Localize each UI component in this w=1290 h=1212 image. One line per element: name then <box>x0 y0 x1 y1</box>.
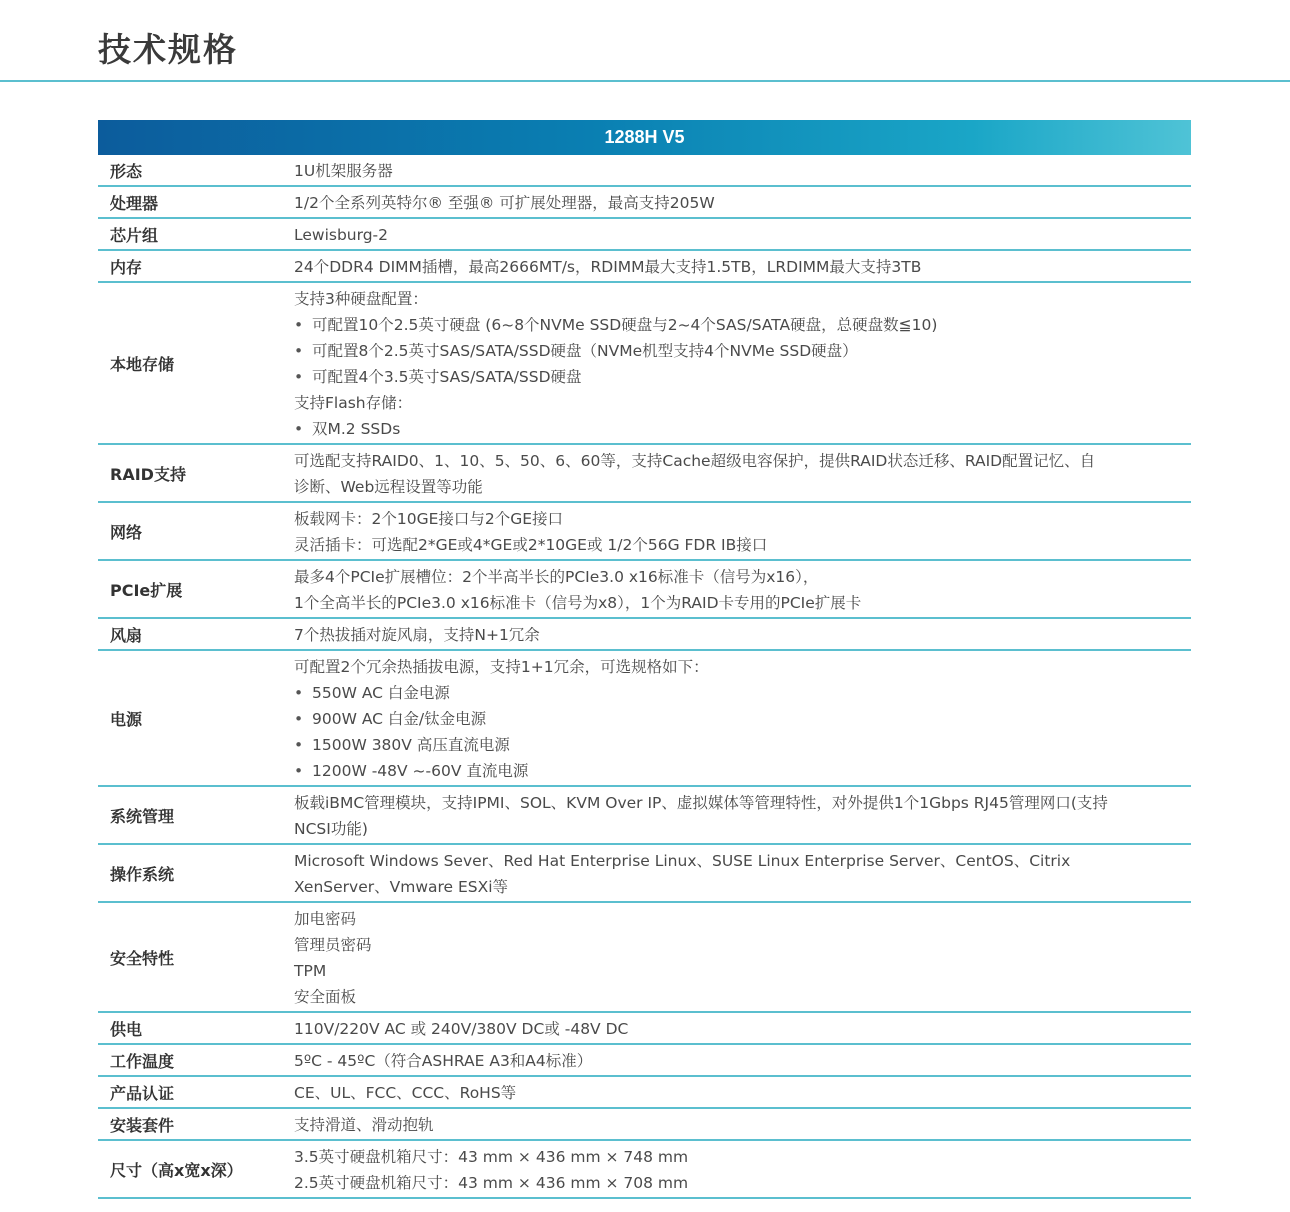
spec-label: 安装套件 <box>110 1115 175 1135</box>
spec-text-line: 1/2个全系列英特尔® 至强® 可扩展处理器，最高支持205W <box>294 194 715 212</box>
spec-row <box>98 1109 1191 1141</box>
spec-text-line: 2.5英寸硬盘机箱尺寸：43 mm × 436 mm × 708 mm <box>294 1174 689 1192</box>
spec-row <box>98 283 1191 445</box>
spec-text-line: 安全面板 <box>294 988 357 1006</box>
spec-label: 内存 <box>110 257 143 277</box>
spec-text-line: 支持Flash存储： <box>294 394 413 412</box>
spec-row <box>98 845 1191 903</box>
spec-value <box>294 845 1191 901</box>
spec-label: 尺寸（高x宽x深） <box>110 1160 243 1180</box>
spec-text-line: Microsoft Windows Sever、Red Hat Enterprise Linux、SUSE Linux Enterprise Server、CentOS、Citrix <box>294 852 1071 870</box>
spec-text-line: 诊断、Web远程设置等功能 <box>294 478 483 496</box>
spec-text-line: CE、UL、FCC、CCC、RoHS等 <box>294 1084 517 1102</box>
spec-row <box>98 1045 1191 1077</box>
spec-bullet-item: • 可配置10个2.5英寸硬盘 (6~8个NVMe SSD硬盘与2~4个SAS/SATA硬盘，总硬盘数≦10) <box>294 312 1183 338</box>
spec-table <box>98 120 1191 1199</box>
spec-value <box>294 187 1191 217</box>
spec-row <box>98 561 1191 619</box>
spec-row <box>98 219 1191 251</box>
spec-value <box>294 651 1191 785</box>
spec-row <box>98 155 1191 187</box>
spec-text-line: TPM <box>294 962 327 980</box>
spec-row <box>98 619 1191 651</box>
spec-bullet-item: • 可配置4个3.5英寸SAS/SATA/SSD硬盘 <box>294 364 1183 390</box>
spec-label: 安全特性 <box>110 948 175 968</box>
spec-label: 本地存储 <box>110 354 175 374</box>
spec-row <box>98 445 1191 503</box>
spec-value <box>294 1109 1191 1139</box>
spec-text-line: 支持滑道、滑动抱轨 <box>294 1116 434 1134</box>
page-header <box>0 0 1290 82</box>
spec-text-line: 24个DDR4 DIMM插槽，最高2666MT/s，RDIMM最大支持1.5TB，LRDIMM最大支持3TB <box>294 258 922 276</box>
spec-text-line: 5ºC - 45ºC（符合ASHRAE A3和A4标准） <box>294 1052 593 1070</box>
spec-label: 风扇 <box>110 625 143 645</box>
spec-label: 网络 <box>110 522 143 542</box>
spec-text-line: 3.5英寸硬盘机箱尺寸：43 mm × 436 mm × 748 mm <box>294 1148 689 1166</box>
spec-text-line: 加电密码 <box>294 910 357 928</box>
spec-label: RAID支持 <box>110 464 186 484</box>
spec-value <box>294 561 1191 617</box>
spec-label: 系统管理 <box>110 806 175 826</box>
spec-label: 芯片组 <box>110 225 159 245</box>
spec-row <box>98 187 1191 219</box>
spec-text-line: XenServer、Vmware ESXi等 <box>294 878 509 896</box>
spec-text-line: 7个热拔插对旋风扇，支持N+1冗余 <box>294 626 540 644</box>
spec-value <box>294 787 1191 843</box>
spec-label: 产品认证 <box>110 1083 175 1103</box>
spec-label: 处理器 <box>110 193 159 213</box>
spec-row <box>98 251 1191 283</box>
spec-text-line: 支持3种硬盘配置： <box>294 290 428 308</box>
spec-text-line: 可配置2个冗余热插拔电源，支持1+1冗余，可选规格如下： <box>294 658 709 676</box>
spec-value <box>294 903 1191 1011</box>
spec-row <box>98 1013 1191 1045</box>
spec-bullet-item: • 900W AC 白金/钛金电源 <box>294 706 1183 732</box>
spec-row <box>98 787 1191 845</box>
table-header: 1288H V5 <box>98 120 1191 155</box>
spec-text-line: NCSI功能) <box>294 820 368 838</box>
spec-row <box>98 1077 1191 1109</box>
spec-value <box>294 445 1191 501</box>
spec-text-line: 1个全高半长的PCIe3.0 x16标准卡（信号为x8），1个为RAID卡专用的PCIe扩展卡 <box>294 594 862 612</box>
spec-bullet-item: • 550W AC 白金电源 <box>294 680 1183 706</box>
spec-label: PCIe扩展 <box>110 580 183 600</box>
spec-row <box>98 1141 1191 1199</box>
spec-bullet-item: • 双M.2 SSDs <box>294 416 1183 442</box>
spec-row <box>98 903 1191 1013</box>
spec-text-line: 110V/220V AC 或 240V/380V DC或 -48V DC <box>294 1020 629 1038</box>
spec-bullet-item: • 1500W 380V 高压直流电源 <box>294 732 1183 758</box>
spec-text-line: Lewisburg-2 <box>294 226 389 244</box>
spec-value <box>294 1141 1191 1197</box>
spec-value <box>294 1045 1191 1075</box>
spec-value <box>294 619 1191 649</box>
spec-label: 工作温度 <box>110 1051 175 1071</box>
spec-value <box>294 219 1191 249</box>
spec-label: 供电 <box>110 1019 143 1039</box>
spec-value <box>294 503 1191 559</box>
spec-bullet-item: • 可配置8个2.5英寸SAS/SATA/SSD硬盘（NVMe机型支持4个NVMe SSD硬盘） <box>294 338 1183 364</box>
spec-text-line: 最多4个PCIe扩展槽位：2个半高半长的PCIe3.0 x16标准卡（信号为x16）， <box>294 568 819 586</box>
spec-bullet-item: • 1200W -48V ~-60V 直流电源 <box>294 758 1183 784</box>
spec-value <box>294 283 1191 443</box>
spec-label: 电源 <box>110 709 143 729</box>
spec-text-line: 可选配支持RAID0、1、10、5、50、6、60等，支持Cache超级电容保护，提供RAID状态迁移、RAID配置记忆、自 <box>294 452 1096 470</box>
spec-value <box>294 251 1191 281</box>
spec-text-line: 管理员密码 <box>294 936 372 954</box>
spec-row <box>98 503 1191 561</box>
spec-value <box>294 1077 1191 1107</box>
spec-label: 形态 <box>110 161 143 181</box>
spec-text-line: 板载iBMC管理模块，支持IPMI、SOL、KVM Over IP、虚拟媒体等管理特性，对外提供1个1Gbps RJ45管理网口(支持 <box>294 794 1108 812</box>
spec-label: 操作系统 <box>110 864 175 884</box>
spec-text-line: 板载网卡：2个10GE接口与2个GE接口 <box>294 510 564 528</box>
spec-value <box>294 155 1191 185</box>
spec-rows <box>98 155 1191 1199</box>
spec-row <box>98 651 1191 787</box>
spec-text-line: 1U机架服务器 <box>294 162 393 180</box>
spec-text-line: 灵活插卡：可选配2*GE或4*GE或2*10GE或 1/2个56G FDR IB接口 <box>294 536 768 554</box>
page-title: 技术规格 <box>98 30 238 69</box>
spec-value <box>294 1013 1191 1043</box>
